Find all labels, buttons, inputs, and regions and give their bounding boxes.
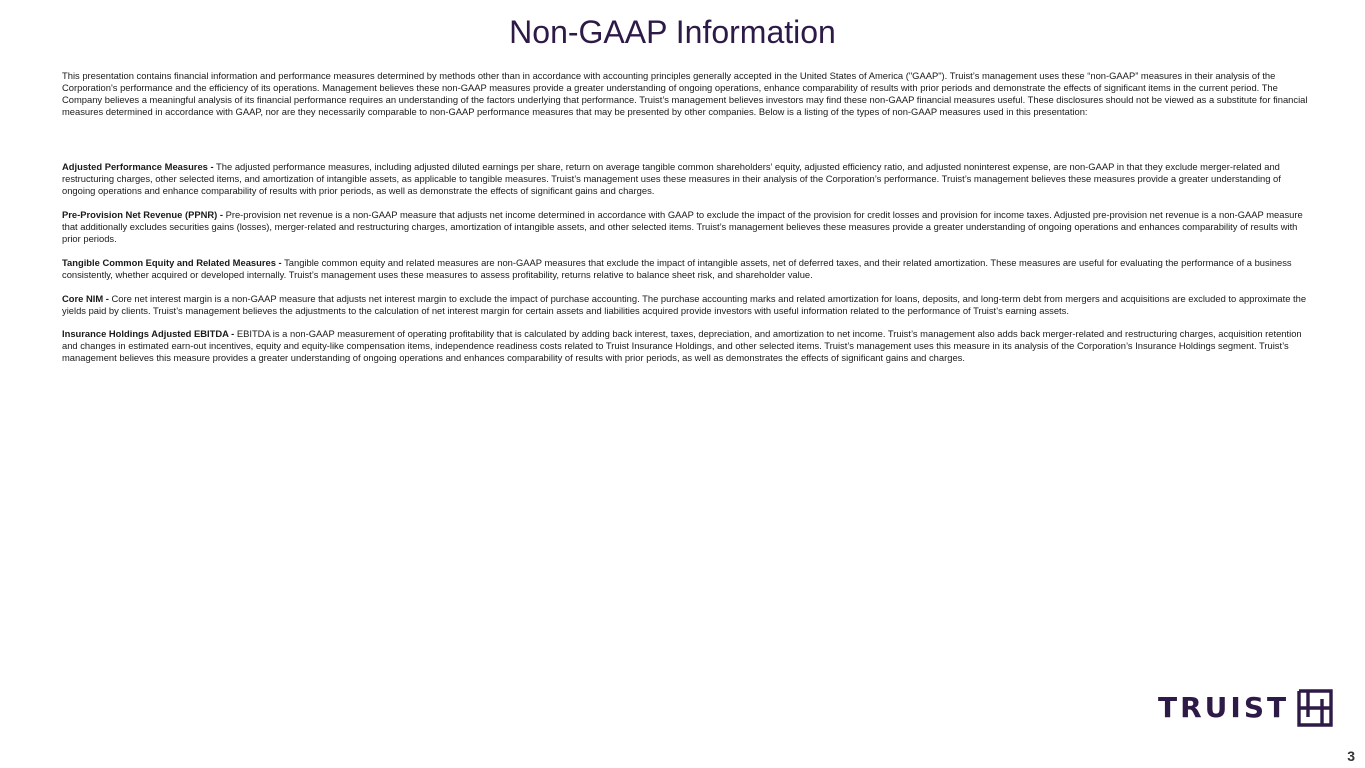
measure-description: EBITDA is a non-GAAP measurement of operating profitability that is calculated by adding back interest, taxes, depreciation, and amortization to net income. Truist’s management also adds back merger-related and restructuring charges, acquisition retention and changes in estimated earn-out incentives, equity and equity-like compensation items, independence readiness costs related to Truist Insurance Holdings, and other selected items. Truist’s management uses this measure in its analysis of the Corporation’s Insurance Holdings segment. Truist’s management believes this measure provides a greater understanding of ongoing operations and enhances comparability of results with prior periods, as well as demonstrates the effects of significant gains and charges. (62, 328, 1302, 363)
measure-tangible-common-equity (62, 257, 1312, 281)
measure-term: Tangible Common Equity and Related Measures - (62, 257, 282, 268)
measure-term: Adjusted Performance Measures - (62, 161, 214, 172)
measure-term: Core NIM - (62, 293, 109, 304)
measure-insurance-holdings-ebitda (62, 328, 1312, 364)
logo-wordmark: TRUIST (1158, 691, 1290, 724)
measure-term: Pre-Provision Net Revenue (PPNR) - (62, 209, 223, 220)
measure-core-nim (62, 293, 1312, 317)
page-number: 3 (1347, 748, 1355, 764)
page-title: Non-GAAP Information (509, 14, 836, 50)
intro-paragraph: This presentation contains financial information and performance measures determined by methods other than in accordance with accounting principles generally accepted in the United States of America ("GAAP"). Truist’s management uses these “non-GAAP” measures in their analysis of the Corporation's performance and the efficiency of its operations. Management believes these non-GAAP measures provide a greater understanding of ongoing operations, enhance comparability of results with prior periods and demonstrate the effects of significant items in the current period. The Company believes a meaningful analysis of its financial performance requires an understanding of the factors underlying that performance. Truist’s management believes investors may find these non-GAAP financial measures useful. These disclosures should not be viewed as a substitute for financial measures determined in accordance with GAAP, nor are they necessarily comparable to non-GAAP performance measures that may be presented by other companies. Below is a listing of the types of non-GAAP measures used in this presentation: (62, 70, 1308, 117)
measure-description: Tangible common equity and related measures are non-GAAP measures that exclude the impact of intangible assets, net of deferred taxes, and their related amortization. These measures are useful for evaluating the performance of a business consistently, whether acquired or developed internally. Truist’s management uses these measures to assess profitability, returns relative to balance sheet risk, and shareholder value. (62, 257, 1292, 280)
truist-logo-mark-icon (1297, 689, 1333, 727)
measure-term: Insurance Holdings Adjusted EBITDA - (62, 328, 235, 339)
truist-logo (1158, 688, 1333, 728)
measure-description: Core net interest margin is a non-GAAP measure that adjusts net interest margin to exclude the impact of purchase accounting. The purchase accounting marks and related amortization for loans, deposits, and long-term debt from mergers and acquisitions are excluded to approximate the yields paid by clients. Truist’s management believes the adjustments to the calculation of net interest margin for certain assets and liabilities acquired provide investors with useful information related to the performance of Truist’s earning assets. (62, 293, 1307, 316)
measure-adjusted-performance (62, 161, 1312, 197)
measure-description: The adjusted performance measures, including adjusted diluted earnings per share, return on average tangible common shareholders’ equity, adjusted efficiency ratio, and adjusted noninterest expense, are non-GAAP in that they exclude merger-related and restructuring charges, other selected items, and amortization of intangible assets, as applicable to tangible measures. Truist’s management uses these measures in their analysis of the Corporation’s performance. Truist’s management believes these measures provide a greater understanding of ongoing operations and enhance comparability of results with prior periods, as well as demonstrate the effects of significant gains and charges. (62, 161, 1281, 196)
measure-description: Pre-provision net revenue is a non-GAAP measure that adjusts net income determined in accordance with GAAP to exclude the impact of the provision for credit losses and provision for income taxes. Adjusted pre-provision net revenue is a non-GAAP measure that additionally excludes securities gains (losses), merger-related and restructuring charges, amortization of intangible assets, and other selected items. Truist’s management believes these measures provide a greater understanding of ongoing operations and enhances comparability of results with prior periods. (62, 209, 1303, 244)
measure-ppnr (62, 209, 1312, 245)
